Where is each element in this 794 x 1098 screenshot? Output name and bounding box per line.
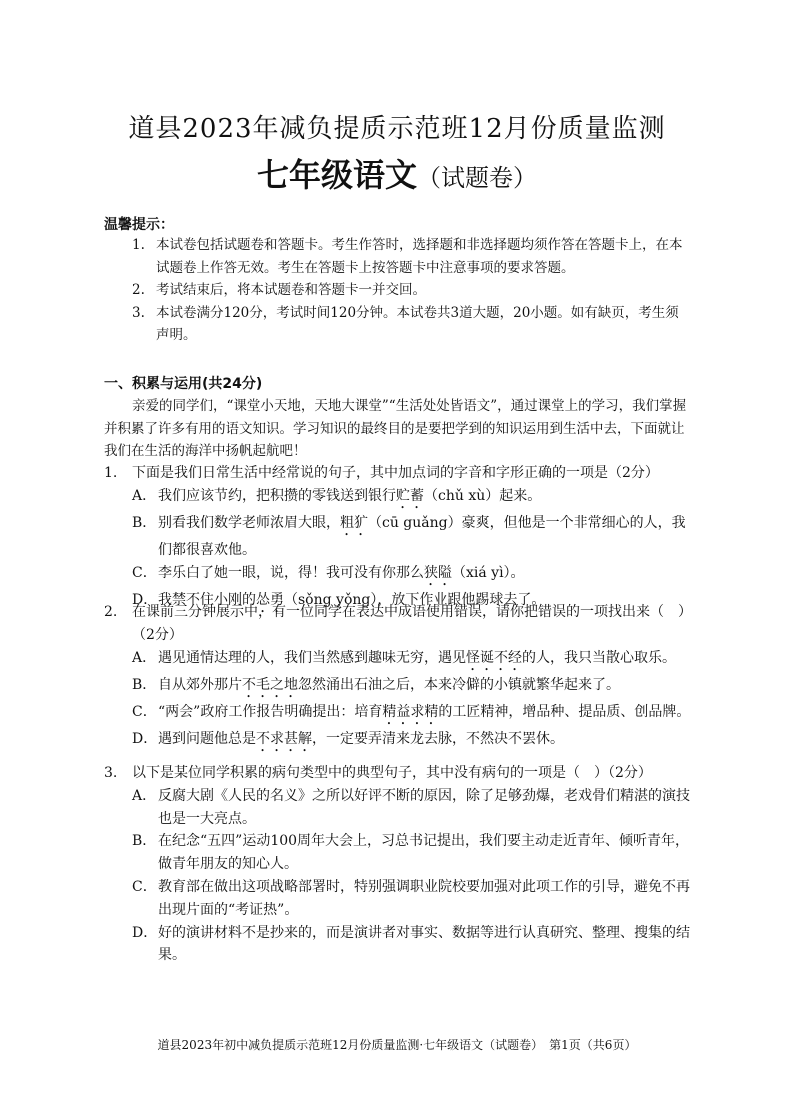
dotted-word: 怂勇 [256, 591, 284, 608]
paper-type-label: （试题卷） [417, 164, 537, 192]
dotted-word: 粗犷 [340, 514, 368, 531]
option-text: ，一定要弄清来龙去脉，不然决不罢休。 [312, 730, 564, 747]
option-c [104, 876, 694, 922]
option-d [104, 728, 694, 755]
option-text: （xiá yì）。 [452, 564, 525, 581]
question-1 [104, 462, 694, 616]
dotted-word: 不毛之地 [242, 676, 298, 693]
subject-title: 七年级语文 [256, 156, 417, 194]
option-d [104, 922, 694, 968]
option-text: 的人，我只当散心取乐。 [522, 649, 676, 666]
option-text: 遇见通情达理的人，我们当然感到趣味无穷，遇见 [158, 649, 466, 666]
option-a [104, 785, 694, 831]
tip-item [104, 302, 684, 347]
option-a [104, 485, 694, 512]
option-b [104, 830, 694, 876]
question-number: 2. [104, 604, 118, 620]
question-number: 1. [104, 465, 118, 481]
dotted-word: 精益求精 [382, 703, 439, 720]
dotted-word: 狭隘 [424, 564, 452, 581]
option-c [104, 701, 694, 728]
dotted-word: 贮蓄 [396, 487, 424, 504]
option-text: 李乐白了她一眼，说，得！我可没有你那么 [158, 564, 424, 581]
option-text: 在纪念“五四”运动100周年大会上，习总书记提出，我们要主动走近青年、倾听青年，做青年朋友的知心人。 [158, 833, 690, 873]
option-letter: D． [132, 924, 158, 941]
tip-text: 考试结束后，将本试题卷和答题卡一并交回。 [156, 282, 426, 298]
option-text: 遇到问题他总是 [158, 730, 256, 747]
option-text: 反腐大剧《人民的名义》之所以好评不断的原因，除了足够劲爆，老戏骨们精湛的演技也是一大亮点。 [158, 787, 690, 827]
option-text: 好的演讲材料不是抄来的，而是演讲者对事实、数据等进行认真研究、整理、搜集的结果。 [158, 924, 690, 964]
tip-text: 本试卷包括试题卷和答题卡。考生作答时，选择题和非选择题均须作答在答题卡上，在本试题卷上作答无效。考生在答题卡上按答题卡中注意事项的要求答题。 [156, 237, 683, 276]
option-text: 忽然涌出石油之后，本来冷僻的小镇就繁华起来了。 [298, 676, 620, 693]
option-text: （sǒng yǒng），放下作业跟他踢球去了。 [284, 591, 546, 608]
question-number: 3. [104, 765, 118, 781]
option-letter: B． [132, 676, 157, 693]
exam-title-line: 道县2023年减负提质示范班12月份质量监测 [128, 114, 666, 144]
option-text: 自从郊外那片 [158, 676, 242, 693]
tip-number: 3. [132, 304, 145, 321]
tips-heading: 温馨提示： [104, 217, 174, 233]
page-footer: 道县2023年初中减负提质示范班12月份质量监测·七年级语文（试题卷） 第1页（共6页） [157, 1038, 637, 1052]
question-text: 下面是我们日常生活中经常说的句子，其中加点词的字音和字形正确的一项是（2分） [132, 465, 659, 481]
exam-main-title [0, 150, 794, 196]
section-heading: 一、积累与运用(共24分) [104, 376, 263, 392]
option-c [104, 562, 694, 589]
option-letter: C． [132, 878, 157, 895]
option-text: （chǔ xù）起来。 [424, 487, 542, 504]
option-letter: D． [132, 730, 158, 747]
option-a [104, 647, 694, 674]
question-stem [104, 462, 694, 485]
question-3 [104, 762, 694, 967]
option-letter: A． [132, 649, 157, 666]
tip-number: 2. [132, 282, 145, 298]
option-b [104, 674, 694, 701]
option-letter: D． [132, 591, 158, 608]
option-letter: B． [132, 833, 157, 850]
tip-item [104, 279, 684, 302]
tip-number: 1. [132, 237, 145, 253]
option-text: 教育部在做出这项战略部署时，特别强调职业院校要加强对此项工作的引导，避免不再出现片面的“考证热”。 [158, 878, 690, 918]
option-letter: C． [132, 703, 157, 720]
option-letter: A． [132, 787, 157, 804]
option-text: 我们应该节约，把积攒的零钱送到银行 [158, 487, 396, 504]
question-text: 在课前三分钟展示中，有一位同学在表达中成语使用错误，请你把错误的一项找出来（ ）（2分） [132, 604, 692, 643]
option-text: 别看我们数学老师浓眉大眼， [158, 514, 340, 531]
tip-text: 本试卷满分120分，考试时间120分钟。本试卷共3道大题，20小题。如有缺页，考生须声明。 [156, 304, 679, 343]
option-b [104, 512, 694, 562]
question-stem [104, 601, 694, 647]
dotted-word: 不求甚解 [256, 730, 312, 747]
tip-item [104, 234, 684, 279]
question-2 [104, 601, 694, 755]
option-text: “两会”政府工作报告明确提出：培育 [158, 703, 383, 720]
dotted-word: 怪诞不经 [466, 649, 522, 666]
section-intro: 亲爱的同学们，“课堂小天地，天地大课堂”“生活处处皆语文”，通过课堂上的学习，我们掌握并积累了许多有用的语文知识。学习知识的最终目的是要把学到的知识运用到生活中去，下面就让我们在生活的海洋中扬帆起航吧！ [104, 398, 687, 459]
option-letter: C． [132, 564, 157, 581]
option-letter: B． [132, 514, 157, 531]
option-text: （cū guǎng）豪爽，但他是一个非常细心的人，我们都很喜欢他。 [158, 514, 686, 558]
option-text: 我禁不住小刚的 [158, 591, 256, 608]
option-letter: A． [132, 487, 157, 504]
question-stem [104, 762, 694, 785]
question-text: 以下是某位同学积累的病句类型中的典型句子，其中没有病句的一项是（ ）（2分） [132, 765, 652, 781]
option-text: 的工匠精神，增品种、提品质、创品牌。 [438, 703, 691, 720]
tips-list [104, 234, 684, 347]
